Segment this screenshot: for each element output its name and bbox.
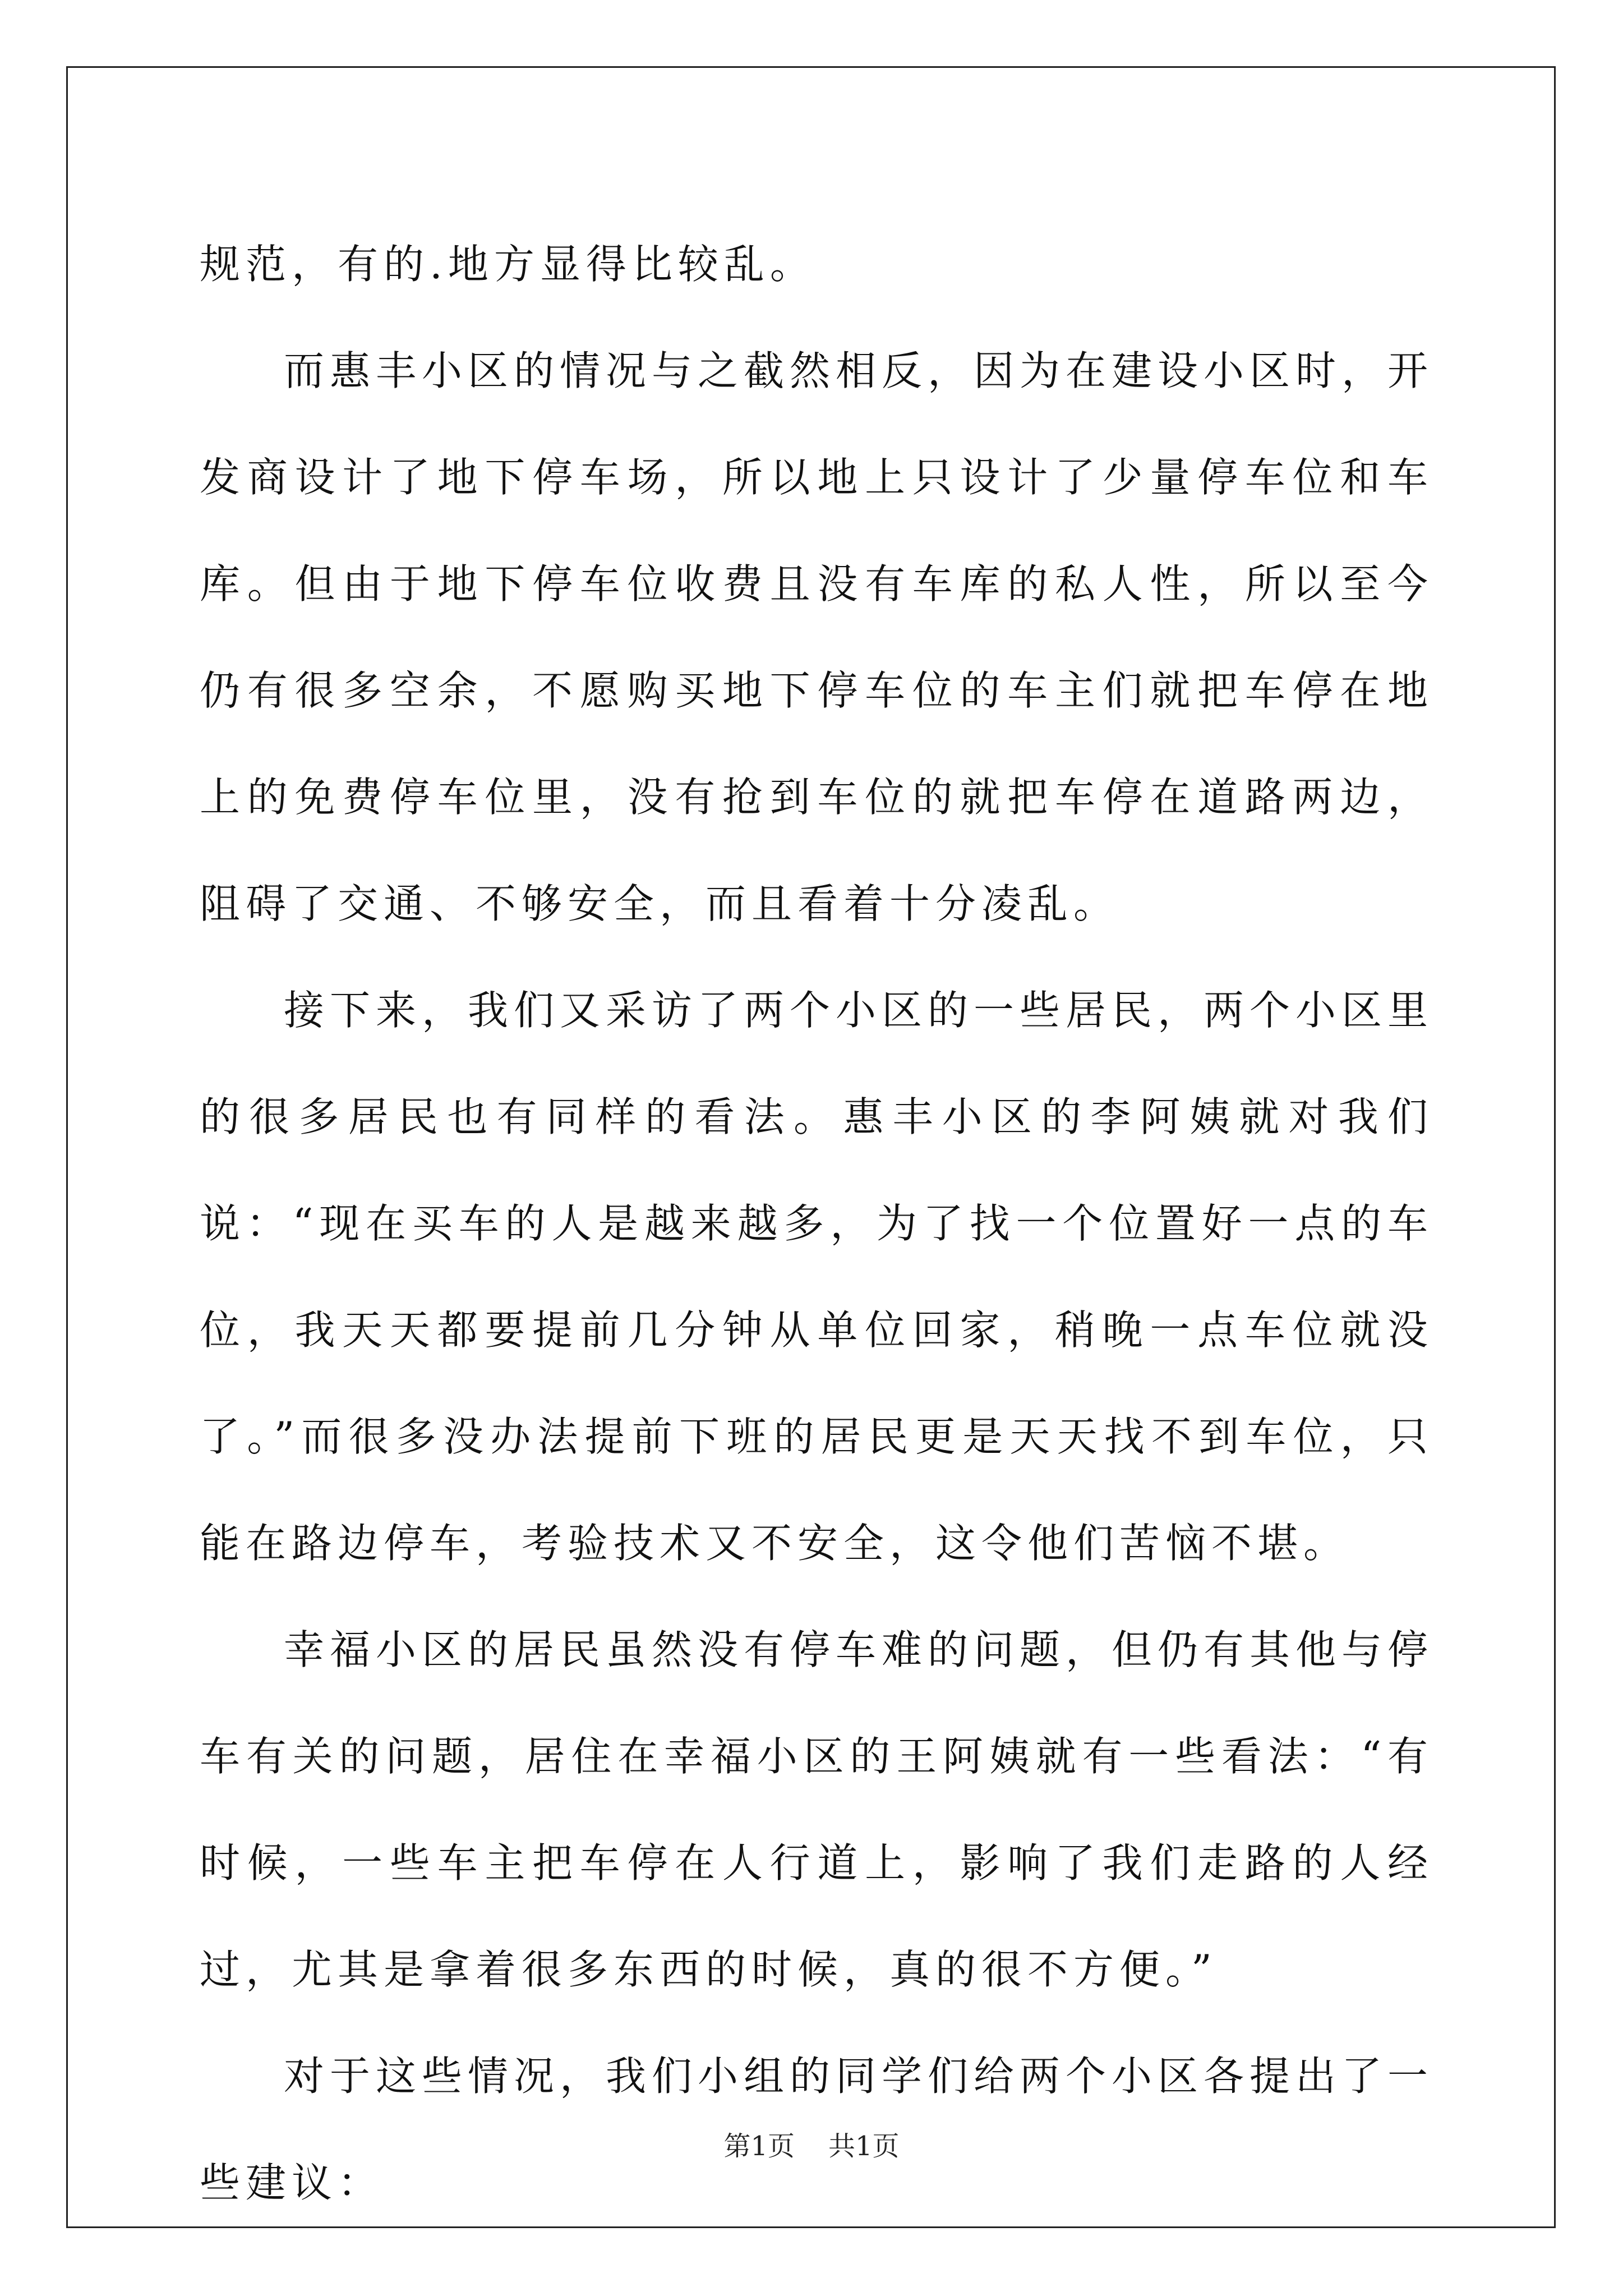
paragraph-5: 对于这些情况，我们小组的同学们给两个小区各提出了一些建议： (200, 2053, 1434, 2206)
document-body (200, 211, 1433, 2236)
page-total: 共1页 (828, 2131, 900, 2162)
paragraph-4: 幸福小区的居民虽然没有停车难的问题，但仍有其他与停车有关的问题，居住在幸福小区的王阿姨就有一些看法：“有时候，一些车主把车停在人行道上，影响了我们走路的人经过，尤其是拿着很多东西的时候，真的很不方便。” (200, 1626, 1434, 1993)
paragraph-1: 规范，有的.地方显得比较乱。 (200, 241, 816, 288)
paragraph-3: 接下来，我们又采访了两个小区的一些居民，两个小区里的很多居民也有同样的看法。惠丰小区的李阿姨就对我们说：“现在买车的人是越来越多，为了找一个位置好一点的车位，我天天都要提前几分钟从单位回家，稍晚一点车位就没了。”而很多没办法提前下班的居民更是天天找不到车位，只能在路边停车，考验技术又不安全，这令他们苦恼不堪。 (200, 987, 1434, 1567)
paragraph-2: 而惠丰小区的情况与之截然相反，因为在建设小区时，开发商设计了地下停车场，所以地上只设计了少量停车位和车库。但由于地下停车位收费且没有车库的私人性，所以至今仍有很多空余，不愿购买地下停车位的车主们就把车停在地上的免费停车位里，没有抢到车位的就把车停在道路两边，阻碍了交通、不够安全，而且看着十分凌乱。 (200, 347, 1434, 927)
page-footer (0, 2129, 1623, 2163)
page-number: 第1页 (723, 2131, 795, 2162)
